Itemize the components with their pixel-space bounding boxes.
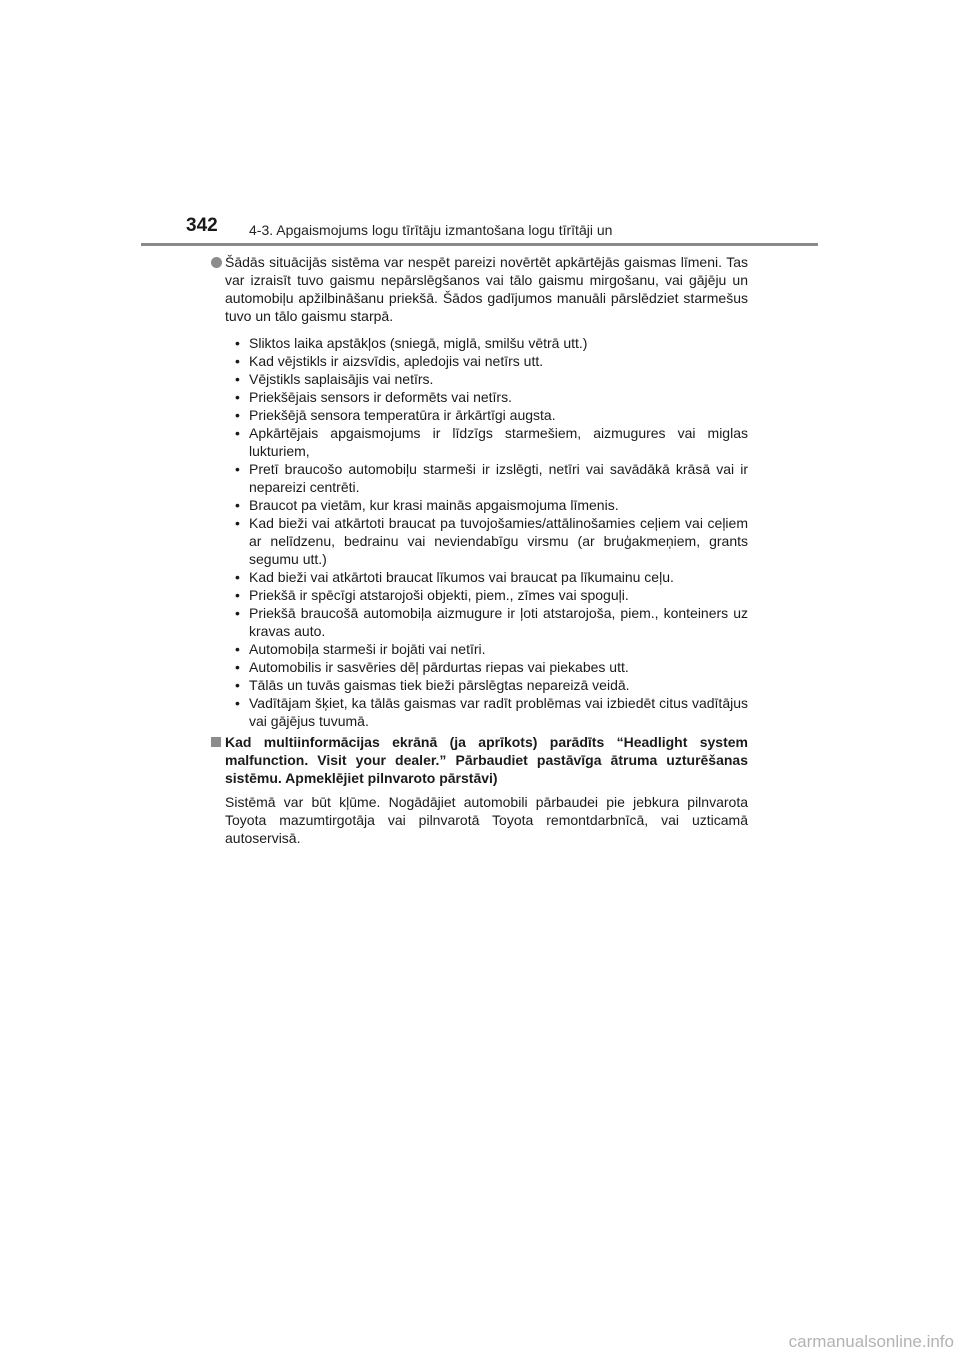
list-item: • Tālās un tuvās gaismas tiek bieži pārslēgtas nepareizā veidā. — [235, 677, 630, 693]
list-bullet: • — [235, 641, 240, 657]
list-item: • Pretī braucošo automobiļu starmeši ir izslēgti, netīri vai savādākā krāsā vai ir nepareizi centrēti. — [235, 461, 748, 495]
list-bullet: • — [235, 353, 240, 369]
list-item: • Braucot pa vietām, kur krasi mainās apgaismojuma līmenis. — [235, 497, 619, 513]
list-bullet: • — [235, 335, 240, 351]
list-bullet: • — [235, 389, 240, 405]
section-title: 4-3. Apgaismojums logu tīrītāju izmantošana logu tīrītāji un — [249, 222, 613, 238]
list-item: • Priekšā braucošā automobiļa aizmugure ir ļoti atstarojoša, piem., konteiners uz kravas auto. — [235, 605, 748, 639]
list-item: • Kad bieži vai atkārtoti braucat līkumos vai braucat pa līkumainu ceļu. — [235, 569, 674, 585]
list-item: • Vējstikls saplaisājis vai netīrs. — [235, 371, 434, 387]
condition-list — [211, 334, 748, 730]
list-item: • Automobilis ir sasvēries dēļ pārdurtas riepas vai piekabes utt. — [235, 659, 629, 675]
list-bullet: • — [235, 425, 240, 441]
list-item: • Priekšā ir spēcīgi atstarojoši objekti, piem., zīmes vai spoguļi. — [235, 587, 629, 603]
list-bullet: • — [235, 587, 240, 603]
list-bullet: • — [235, 659, 240, 675]
list-bullet: • — [235, 695, 240, 711]
header-rule — [141, 243, 818, 246]
watermark: carmanualsonline.info — [788, 1332, 954, 1351]
list-bullet: • — [235, 605, 240, 621]
list-bullet: • — [235, 371, 240, 387]
page-content — [211, 253, 748, 847]
list-bullet: • — [235, 407, 240, 423]
list-item: • Vadītājam šķiet, ka tālās gaismas var radīt problēmas vai izbiedēt citus vadītājus vai gājējus tuvumā. — [235, 695, 748, 729]
list-item: • Priekšējā sensora temperatūra ir ārkārtīgi augsta. — [235, 407, 556, 423]
list-bullet: • — [235, 461, 240, 477]
list-item: • Kad bieži vai atkārtoti braucat pa tuvojošamies/attālinošamies ceļiem vai ceļiem ar nelīdzenu, bedrainu vai neviendabīgu virsmu (ar bruģakmeņiem, grants segumu utt.) — [235, 515, 748, 567]
round-bullet-icon — [211, 257, 222, 268]
intro-paragraph — [211, 253, 748, 325]
list-bullet: • — [235, 677, 240, 693]
list-item: • Priekšējais sensors ir deformēts vai netīrs. — [235, 389, 512, 405]
list-bullet: • — [235, 497, 240, 513]
section-heading-text: Kad multiinformācijas ekrānā (ja aprīkots) parādīts “Headlight system malfunction. Visit your dealer.” Pārbaudiet pastāvīga ātruma uzturēšanas sistēmu. Apmeklējiet pilnvaroto pārstāvi) — [225, 734, 748, 786]
list-item: • Apkārtējais apgaismojums ir līdzīgs starmešiem, aizmugures vai miglas lukturiem, — [235, 425, 748, 459]
list-item: • Sliktos laika apstākļos (sniegā, miglā, smilšu vētrā utt.) — [235, 335, 588, 351]
intro-text: Šādās situācijās sistēma var nespēt pareizi novērtēt apkārtējās gaismas līmeni. Tas var izraisīt tuvo gaismu nepārslēgšanos vai tālo gaismu mirgošanu, vai gājēju un automobiļu apžilbināšanu priekšā. Šādos gadījumos manuāli pārslēdziet starmešus tuvo un tālo gaismu starpā. — [225, 254, 748, 324]
list-bullet: • — [235, 515, 240, 531]
square-bullet-icon — [211, 737, 221, 747]
list-item: • Automobiļa starmeši ir bojāti vai netīri. — [235, 641, 486, 657]
list-bullet: • — [235, 569, 240, 585]
section-heading — [211, 733, 748, 787]
list-item: • Kad vējstikls ir aizsvīdis, apledojis vai netīrs utt. — [235, 353, 544, 369]
page-number: 342 — [186, 215, 218, 236]
section-body: Sistēmā var būt kļūme. Nogādājiet automobili pārbaudei pie jebkura pilnvarota Toyota mazumtirgotāja vai pilnvarotā Toyota remontdarbnīcā, vai uzticamā autoservisā. — [225, 794, 748, 846]
